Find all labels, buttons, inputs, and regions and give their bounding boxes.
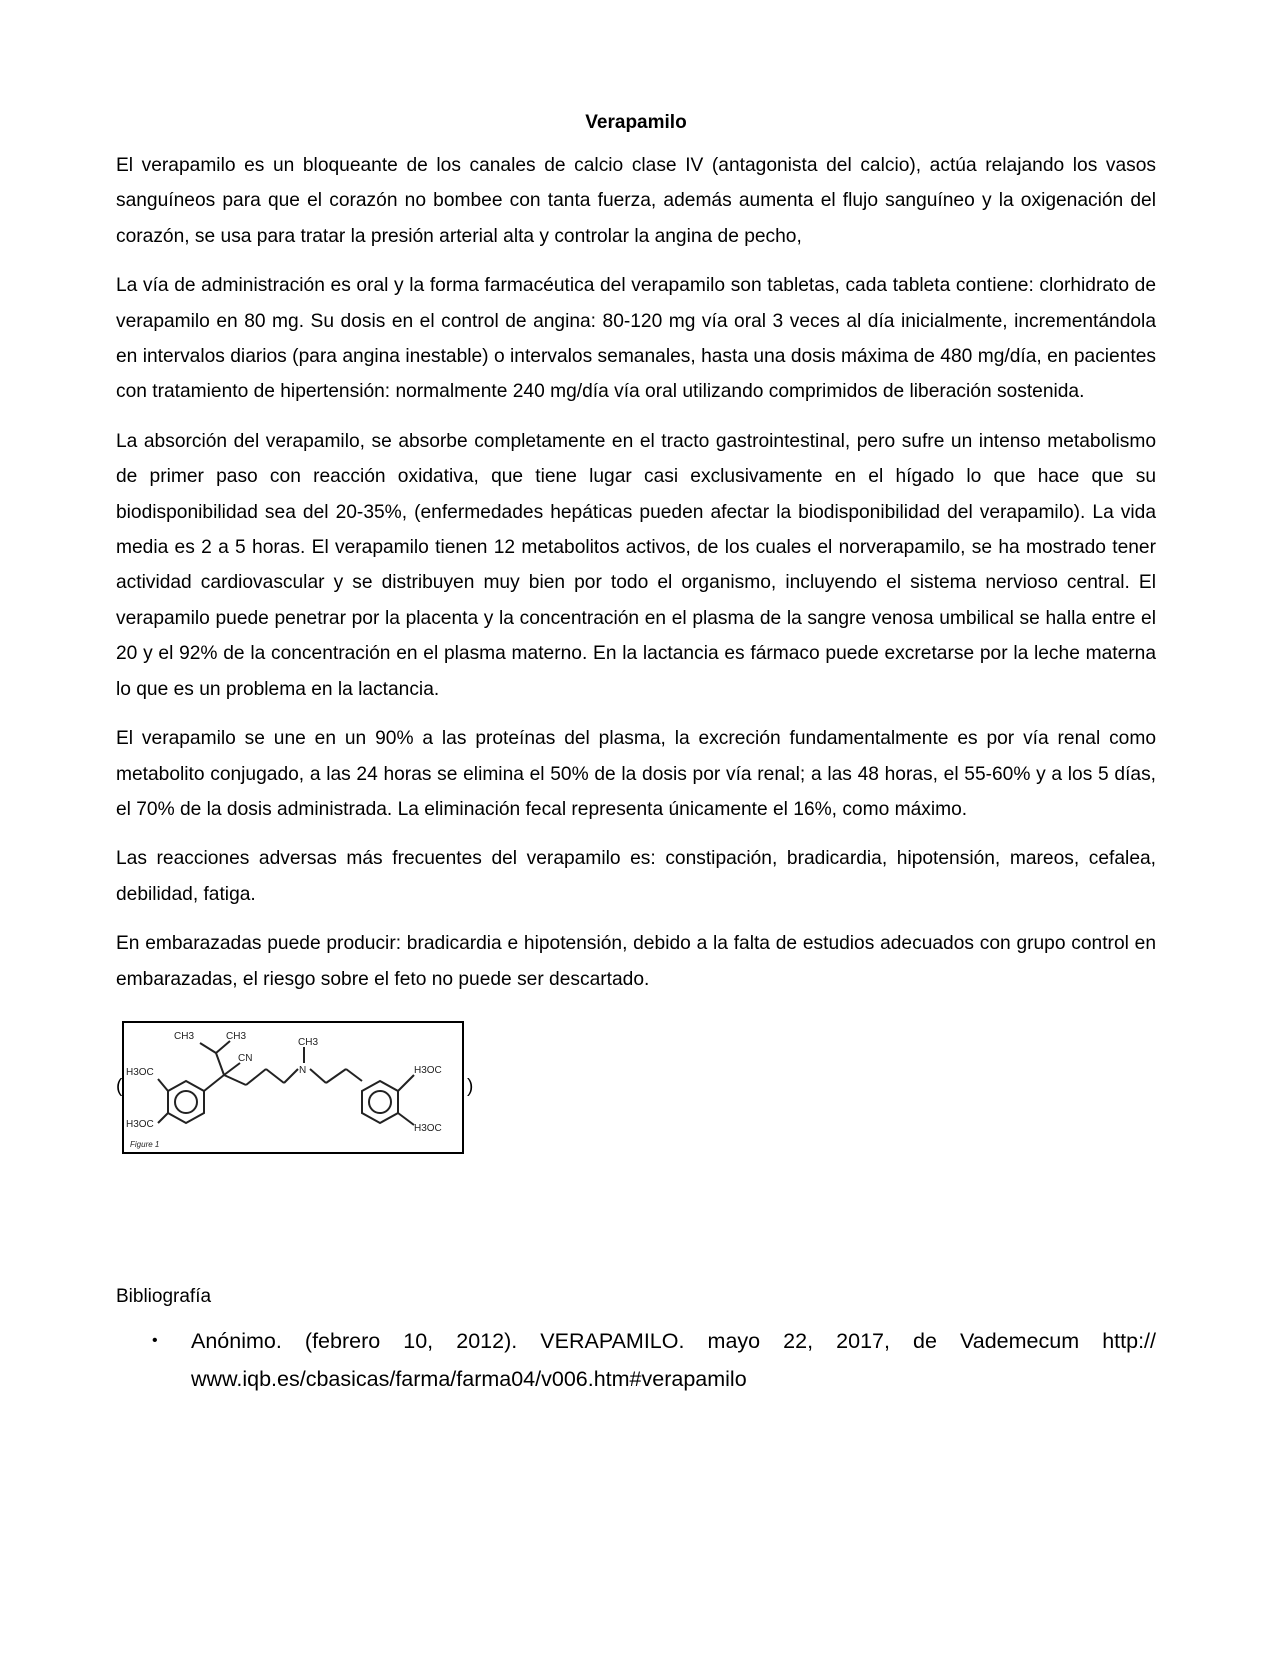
- label-h3co-right-top: H3OC: [414, 1064, 442, 1076]
- bibliography-item: [116, 1322, 1156, 1398]
- label-ch3-left: CH3: [174, 1030, 195, 1042]
- bibliography-item-text: Anónimo. (febrero 10, 2012). VERAPAMILO. mayo 22, 2017, de Vademecum http:// www.iqb.es/cbasicas/farma/farma04/v006.htm#verapamilo: [191, 1328, 1156, 1391]
- bullet-icon: •: [152, 1331, 158, 1349]
- paragraph-administration: La vía de administración es oral y la forma farmacéutica del verapamilo son tabletas, cada tableta contiene: clorhidrato de verapamilo en 80 mg. Su dosis en el control de angina: 80-120 mg vía oral 3 veces al día inicialmente, incrementándola en intervalos diarios (para angina inestable) o intervalos semanales, hasta una dosis máxima de 480 mg/día, en pacientes con tratamiento de hipertensión: normalmente 240 mg/día vía oral utilizando comprimidos de liberación sostenida.: [116, 275, 1156, 403]
- bibliography-heading: Bibliografía: [116, 1285, 212, 1307]
- figure-close-paren: ): [467, 1075, 474, 1097]
- figure-caption: Figure 1: [130, 1139, 160, 1149]
- figure-row: [116, 1017, 1156, 1167]
- label-cn: CN: [238, 1052, 253, 1064]
- label-ch3-n: CH3: [298, 1036, 319, 1048]
- verapamil-structure-figure: [122, 1021, 464, 1154]
- label-h3co-right-bottom: H3OC: [414, 1122, 442, 1134]
- paragraph-pregnancy: En embarazadas puede producir: bradicardia e hipotensión, debido a la falta de estudios adecuados con grupo control en embarazadas, el riesgo sobre el feto no puede ser descartado.: [116, 933, 1156, 990]
- label-h3co-left-bottom: H3OC: [126, 1118, 154, 1130]
- document-title: Verapamilo: [585, 112, 687, 133]
- left-benzene-ring: [168, 1081, 204, 1123]
- right-benzene-ring: [362, 1081, 398, 1123]
- bibliography-list: [116, 1322, 1156, 1398]
- paragraph-absorption: La absorción del verapamilo, se absorbe completamente en el tracto gastrointestinal, pero sufre un intenso metabolismo de primer paso con reacción oxidativa, que tiene lugar casi exclusivamente en el hígado lo que hace que su biodisponibilidad sea del 20-35%, (enfermedades hepáticas pueden afectar la biodisponibilidad del verapamilo). La vida media es 2 a 5 horas. El verapamilo tienen 12 metabolitos activos, de los cuales el norverapamilo, se ha mostrado tener actividad cardiovascular y se distribuyen muy bien por todo el organismo, incluyendo el sistema nervioso central. El verapamilo puede penetrar por la placenta y la concentración en el plasma de la sangre venosa umbilical se halla entre el 20 y el 92% de la concentración en el plasma materno. En la lactancia es fármaco puede excretarse por la leche materna lo que es un problema en la lactancia.: [116, 430, 1156, 700]
- label-n: N: [299, 1064, 307, 1076]
- label-ch3-right: CH3: [226, 1030, 247, 1042]
- chemical-structure-diagram: [124, 1023, 462, 1152]
- paragraph-mechanism: El verapamilo es un bloqueante de los canales de calcio clase IV (antagonista del calcio), actúa relajando los vasos sanguíneos para que el corazón no bombee con tanta fuerza, además aumenta el flujo sanguíneo y la oxigenación del corazón, se usa para tratar la presión arterial alta y controlar la angina de pecho,: [116, 155, 1156, 247]
- label-h3co-left-top: H3OC: [126, 1066, 154, 1078]
- figure-open-paren: (: [116, 1075, 123, 1097]
- right-ring-aromatic-circle: [369, 1091, 391, 1113]
- document-page: [116, 108, 1156, 1398]
- paragraph-adverse-reactions: Las reacciones adversas más frecuentes del verapamilo es: constipación, bradicardia, hipotensión, mareos, cefalea, debilidad, fatiga.: [116, 848, 1156, 905]
- paragraph-excretion: El verapamilo se une en un 90% a las proteínas del plasma, la excreción fundamentalmente es por vía renal como metabolito conjugado, a las 24 horas se elimina el 50% de la dosis por vía renal; a las 48 horas, el 55-60% y a los 5 días, el 70% de la dosis administrada. La eliminación fecal representa únicamente el 16%, como máximo.: [116, 728, 1156, 820]
- left-ring-aromatic-circle: [175, 1091, 197, 1113]
